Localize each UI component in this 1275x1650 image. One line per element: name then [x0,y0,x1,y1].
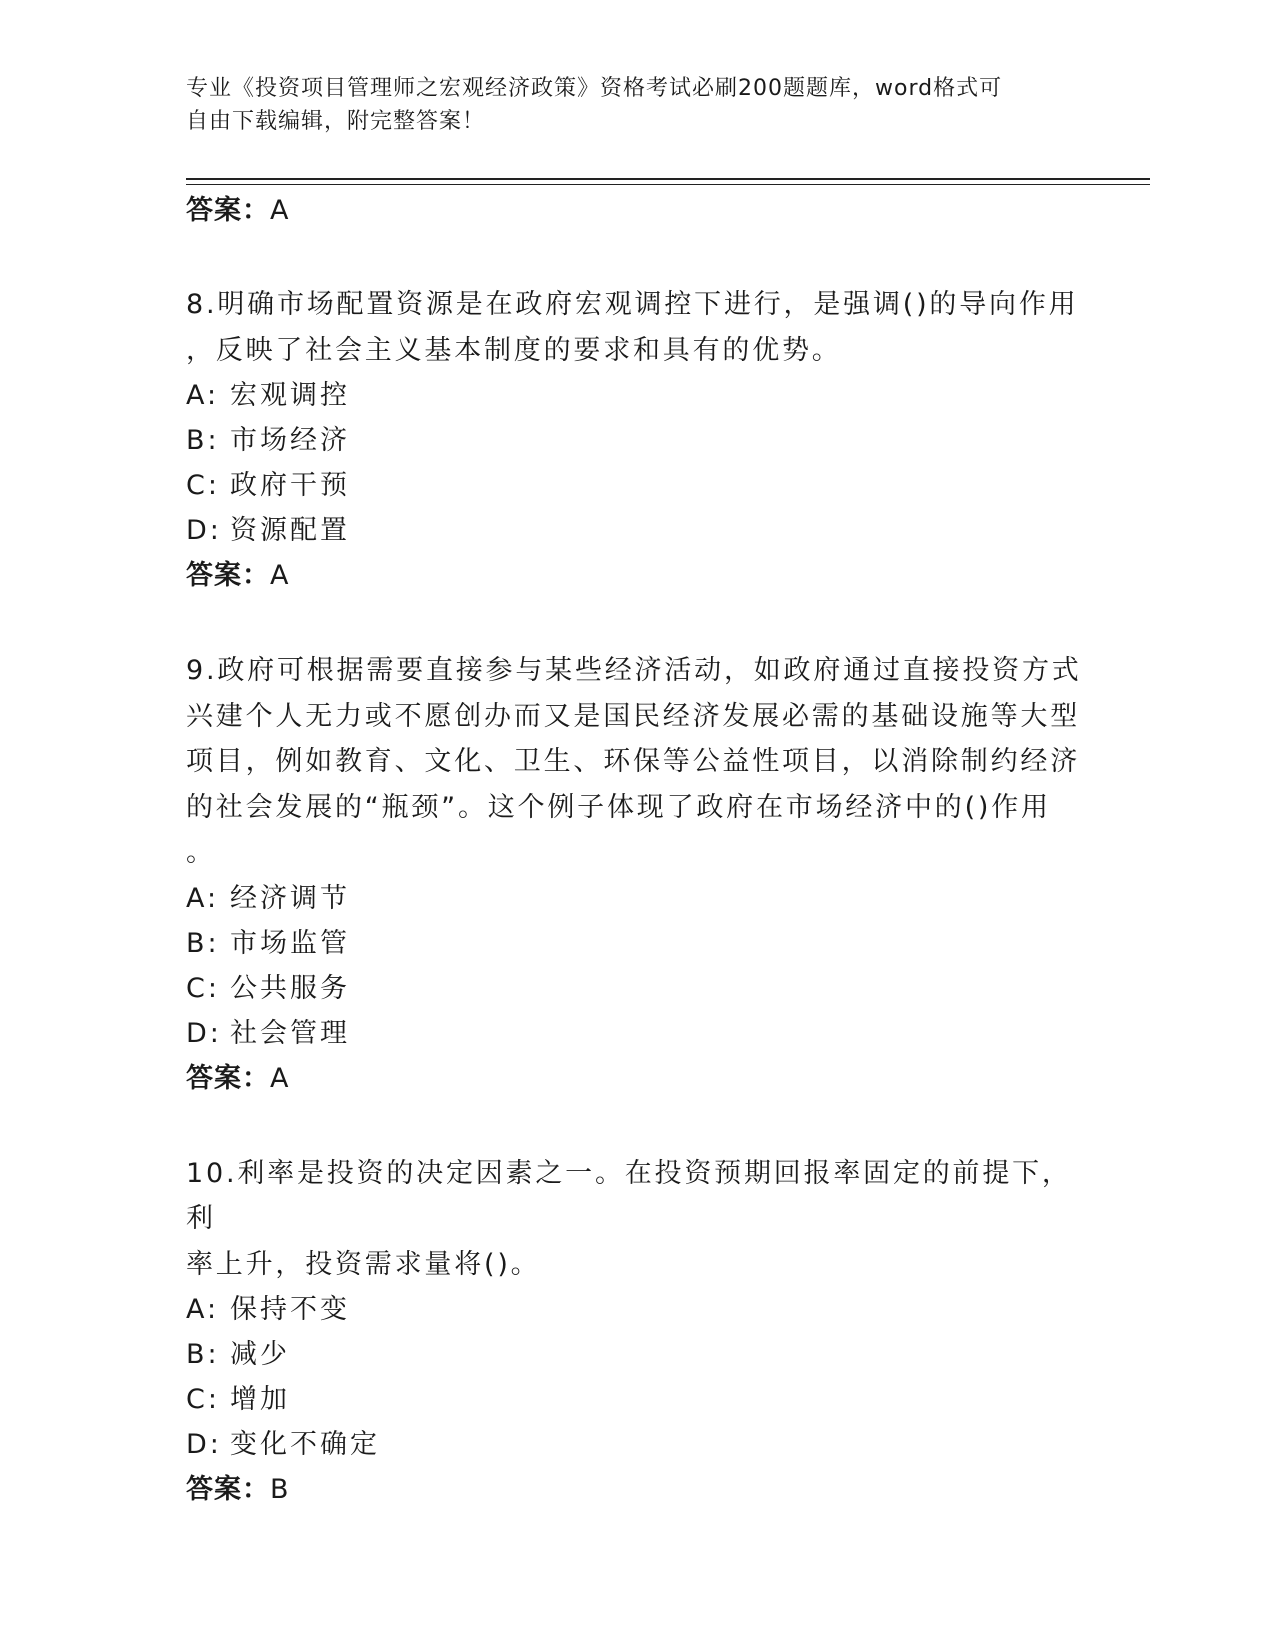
header-divider-thick [186,178,1150,180]
option-letter: D: [186,1429,222,1460]
header-line-2: 自由下载编辑，附完整答案！ [186,109,486,134]
answer-label: 答案： [186,1062,270,1094]
answer-label: 答案： [186,1474,270,1505]
option-letter: A: [186,380,220,411]
header-divider-thin [186,184,1150,185]
stem-line: ，反映了社会主义基本制度的要求和具有的优势。 [186,334,842,366]
option-b [186,1332,1086,1377]
question-answer [186,1467,1086,1512]
option-text: 市场监管 [230,927,350,959]
option-c [186,966,1086,1011]
answer-label: 答案： [186,195,270,226]
option-text: 政府干预 [230,470,350,501]
option-text: 宏观调控 [230,380,350,411]
stem-line: 项目，例如教育、文化、卫生、环保等公益性项目，以消除制约经济 [186,746,1080,777]
question-answer [186,553,1086,598]
stem-line: 8.明确市场配置资源是在政府宏观调控下进行，是强调()的导向作用 [186,289,1079,320]
stem-line: 。 [186,837,216,868]
option-letter: A: [186,1294,220,1325]
answer-value: A [270,1062,290,1094]
stem-line: 兴建个人无力或不愿创办而又是国民经济发展必需的基础设施等大型 [186,700,1080,732]
option-letter: C: [186,470,220,501]
option-b [186,921,1086,966]
question-stem [186,648,1086,876]
stem-line: 10.利率是投资的决定因素之一。在投资预期回报率固定的前提下，利 [186,1157,1072,1234]
option-text: 经济调节 [230,882,350,914]
option-letter: D: [186,515,222,546]
option-text: 减少 [230,1339,290,1370]
question-item [186,648,1086,1101]
answer-value: A [270,560,290,591]
question-stem [186,1151,1086,1288]
option-text: 保持不变 [230,1294,350,1325]
option-d [186,1422,1086,1467]
option-c [186,463,1086,508]
stem-line: 9.政府可根据需要直接参与某些经济活动，如政府通过直接投资方式 [186,655,1082,686]
option-a [186,1287,1086,1332]
answer-label: 答案： [186,560,270,591]
document-header [186,72,1066,138]
option-text: 变化不确定 [230,1429,380,1460]
option-letter: C: [186,972,220,1004]
option-letter: B: [186,425,220,456]
previous-answer [186,190,1086,232]
option-letter: B: [186,1339,220,1370]
question-item [186,282,1086,598]
option-letter: C: [186,1384,220,1415]
question-list [186,190,1086,1512]
option-b [186,418,1086,463]
stem-line: 率上升，投资需求量将()。 [186,1248,541,1280]
stem-line: 的社会发展的“瓶颈”。这个例子体现了政府在市场经济中的()作用 [186,791,1051,823]
option-letter: A: [186,882,220,914]
option-text: 公共服务 [230,972,350,1004]
option-a [186,876,1086,921]
option-text: 资源配置 [230,515,350,546]
option-c [186,1377,1086,1422]
option-d [186,1011,1086,1056]
question-item [186,1151,1086,1513]
answer-value: B [270,1474,290,1505]
option-d [186,508,1086,553]
header-line-1: 专业《投资项目管理师之宏观经济政策》资格考试必刷200题题库，word格式可 [186,76,1003,101]
option-a [186,373,1086,418]
option-letter: D: [186,1017,222,1049]
answer-value: A [270,195,290,226]
option-text: 增加 [230,1384,290,1415]
option-letter: B: [186,927,220,959]
option-text: 市场经济 [230,425,350,456]
question-answer [186,1056,1086,1101]
option-text: 社会管理 [230,1017,350,1049]
question-stem [186,282,1086,373]
